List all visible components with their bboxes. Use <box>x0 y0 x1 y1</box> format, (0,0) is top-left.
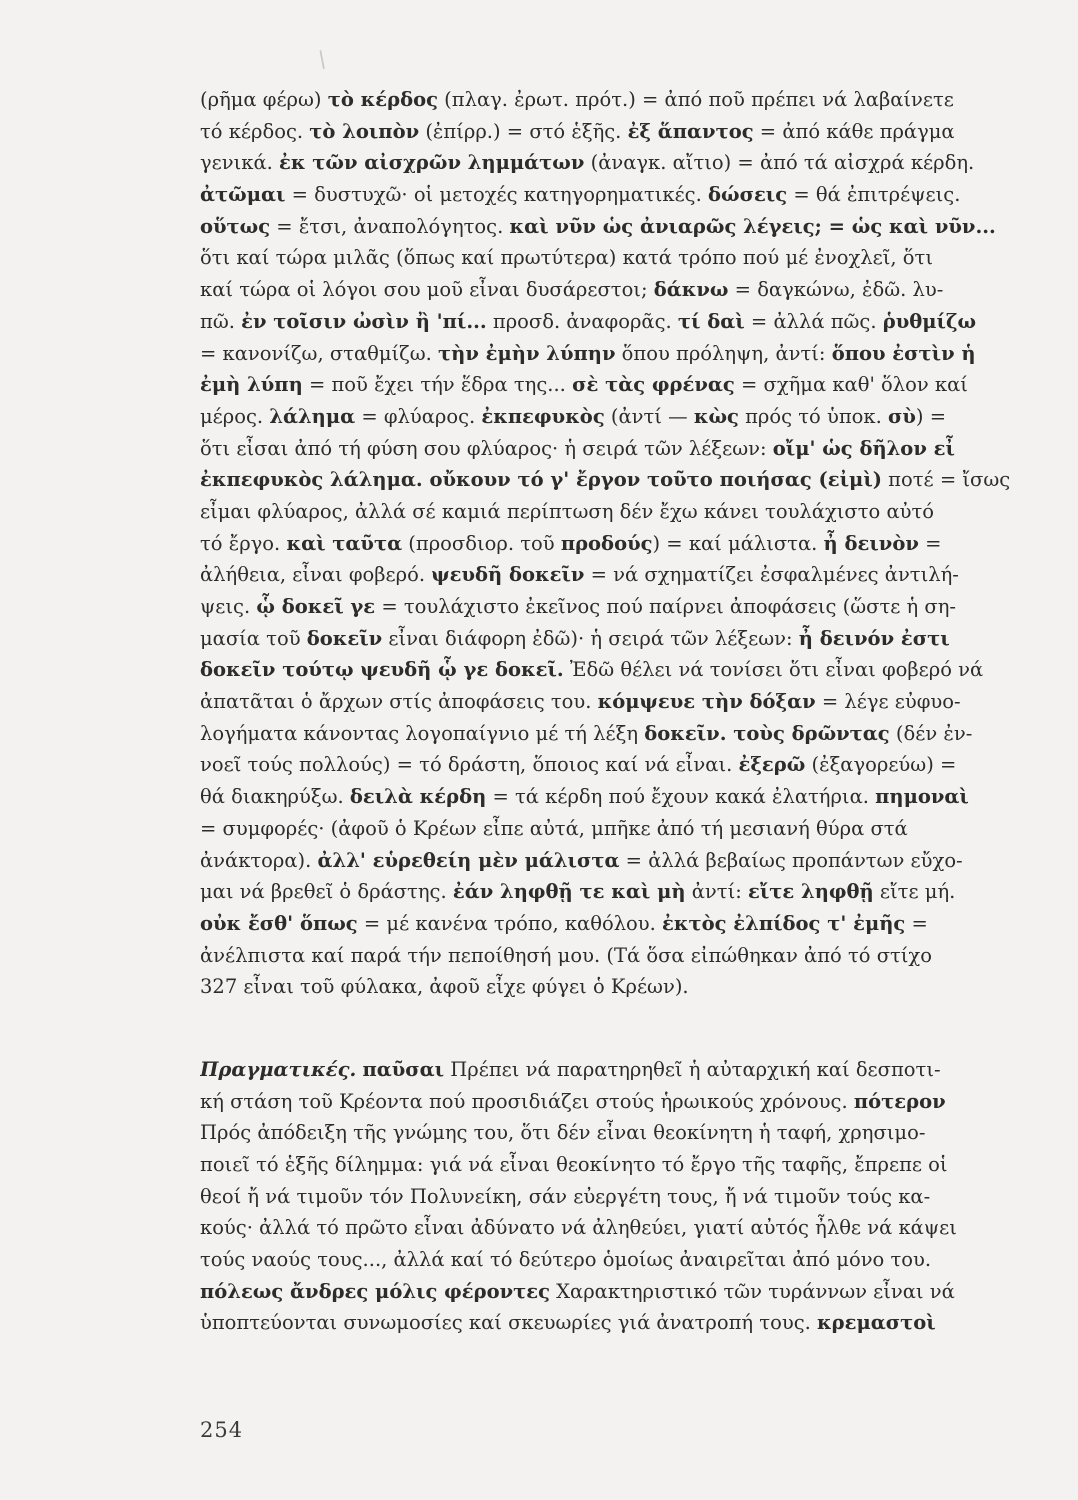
gloss-text: μασία τοῦ <box>200 626 307 650</box>
lemma: σὲ τὰς φρένας <box>572 373 735 397</box>
lemma: κὼς <box>693 404 739 428</box>
text-line <box>200 876 1066 908</box>
text-line <box>200 971 1066 1003</box>
gloss-text: εἶναι διάφορη ἐδῶ)· ἡ σειρά τῶν λέξεων: <box>382 626 799 650</box>
gloss-text: ἀλήθεια, εἶναι φοβερό. <box>200 563 432 587</box>
gloss-text: μαι νά βρεθεῖ ὁ δράστης. <box>200 880 453 904</box>
lemma: καὶ νῦν ὡς ἀνιαρῶς λέγεις; = ὡς καὶ νῦν... <box>509 214 996 238</box>
gloss-text: = ἀπό κάθε πράγμα <box>753 119 955 143</box>
lemma: δειλὰ κέρδη <box>349 785 487 809</box>
lemma: σὺ <box>887 404 916 428</box>
gloss-text: = σχῆμα καθ' ὅλον καί <box>734 373 968 397</box>
gloss-text: εἶμαι φλύαρος, ἀλλά σέ καμιά περίπτωση δέν ἔχω κάνει τουλάχιστο αὐτό <box>200 499 935 523</box>
lemma: ἐμὴ λύπη <box>200 373 303 397</box>
lemma: ἐκπεφυκὸς λάλημα. οὔκουν τό γ' ἔργον τοῦτο ποιήσας (εἰμὶ) <box>200 468 882 492</box>
gloss-text: (ἐξαγορεύω) = <box>805 753 957 777</box>
gloss-text: = ἀλλά πῶς. <box>744 309 883 333</box>
lemma: ἐν τοῖσιν ὠσὶν ἢ 'πί... <box>241 309 487 333</box>
section-gap <box>200 1003 1066 1054</box>
gloss-text: ἀνάκτορα). <box>200 848 318 872</box>
gloss-text: πρός τό ὑποκ. <box>738 404 888 428</box>
lemma: δάκνω <box>653 278 729 302</box>
text-line <box>200 464 1066 496</box>
text-line <box>200 623 1066 655</box>
lemma: εἴτε ληφθῇ <box>748 880 874 904</box>
gloss-text: ) = καί μάλιστα. <box>652 531 824 555</box>
text-line <box>200 274 1066 306</box>
gloss-text: λογήματα κάνοντας λογοπαίγνιο μέ τή λέξη <box>200 721 645 745</box>
text-line <box>200 654 1066 686</box>
lemma: κρεμαστοὶ <box>817 1311 936 1335</box>
gloss-text: = <box>905 911 928 935</box>
gloss-text: = ποῦ ἔχει τήν ἕδρα της... <box>302 373 573 397</box>
gloss-text: θά διακηρύξω. <box>200 785 350 809</box>
text-line <box>200 84 1066 116</box>
lemma: οὕτως <box>200 214 271 238</box>
gloss-text: = δυστυχῶ· οἱ μετοχές κατηγορηματικές. <box>285 183 708 207</box>
gloss-text: ἀπατᾶται ὁ ἄρχων στίς ἀποφάσεις του. <box>200 690 598 714</box>
gloss-text: = κανονίζω, σταθμίζω. <box>200 341 439 365</box>
gloss-text: = <box>918 531 942 555</box>
text-line <box>200 401 1066 433</box>
text-line <box>200 369 1066 401</box>
text-line <box>200 1117 1066 1149</box>
text-line <box>200 116 1066 148</box>
text-line <box>200 179 1066 211</box>
gloss-text: Ἐδῶ θέλει νά τονίσει ὅτι εἶναι φοβερό νά <box>563 658 984 682</box>
lemma: ᾧ δοκεῖ γε <box>256 595 376 618</box>
text-line <box>200 1086 1066 1118</box>
text-line <box>200 559 1066 591</box>
gloss-text: Πρέπει νά παρατηρηθεῖ ἡ αὐταρχική καί δεσποτι- <box>444 1057 941 1081</box>
text-line <box>200 1181 1066 1213</box>
gloss-text: (ἐπίρρ.) = στό ἑξῆς. <box>419 119 628 143</box>
gloss-text: = συμφορές· (ἀφοῦ ὁ Κρέων εἶπε αὐτά, μπῆκε ἀπό τή μεσιανή θύρα στά <box>200 816 908 840</box>
gloss-text: ὑποπτεύονται συνωμοσίες καί σκευωρίες γιά ἀνατροπή τους. <box>200 1311 818 1335</box>
lemma: ἐκ τῶν αἰσχρῶν λημμάτων <box>279 151 585 175</box>
lemma: ἀλλ' εὑρεθείη μὲν μάλιστα <box>317 848 620 872</box>
lemma: παῦσαι <box>362 1057 445 1081</box>
text-line <box>200 528 1066 560</box>
lemma: τὸ λοιπὸν <box>309 119 420 143</box>
gloss-text: = ἔτσι, ἀναπολόγητος. <box>270 214 510 238</box>
text-line <box>200 1149 1066 1181</box>
text-line <box>200 781 1066 813</box>
gloss-text: τό κέρδος. <box>200 119 310 143</box>
gloss-text: ) = <box>915 404 947 428</box>
gloss-text: ψεις. <box>200 595 257 618</box>
lemma: πόλεως ἄνδρες μόλις φέροντες <box>200 1279 550 1303</box>
lemma: τὴν ἐμὴν λύπην <box>438 341 616 365</box>
text-line <box>200 1307 1066 1339</box>
page-number: 254 <box>200 1418 244 1442</box>
lemma: πημοναὶ <box>875 785 969 809</box>
gloss-text: τούς ναούς τους..., ἀλλά καί τό δεύτερο ὁμοίως ἀναιρεῖται ἀπό μόνο του. <box>200 1248 932 1272</box>
text-line <box>200 813 1066 845</box>
gloss-text: καί τώρα οἱ λόγοι σου μοῦ εἶναι δυσάρεστοι; <box>200 278 654 302</box>
text-line <box>200 1244 1066 1276</box>
text-line <box>200 718 1066 750</box>
lemma: ἦ δεινὸν <box>823 531 919 555</box>
gloss-text: (δέν ἐν- <box>889 721 973 745</box>
lemma: ῥυθμίζω <box>882 309 977 333</box>
lemma: Πραγματικές. <box>200 1057 357 1081</box>
text-line <box>200 242 1066 274</box>
lemma: προδούς <box>560 531 653 555</box>
lemma: ἀτῶμαι <box>200 183 286 207</box>
gloss-text: = λέγε εὐφυο- <box>815 690 961 714</box>
lemma: ἦ δεινόν ἐστι <box>798 626 950 650</box>
gloss-text: 327 εἶναι τοῦ φύλακα, ἀφοῦ εἶχε φύγει ὁ Κρέων). <box>200 975 689 999</box>
gloss-text: ὅτι εἶσαι ἀπό τή φύση σου φλύαρος· ἡ σειρά τῶν λέξεων: <box>200 436 773 460</box>
gloss-text: θεοί ἤ νά τιμοῦν τόν Πολυνείκη, σάν εὐεργέτη τους, ἤ νά τιμοῦν τούς κα- <box>200 1184 931 1208</box>
lemma: δοκεῖν <box>306 626 383 650</box>
gloss-text: ἀντί: <box>685 880 748 904</box>
lemma: τί δαὶ <box>677 309 745 333</box>
lemma: δοκεῖν. τοὺς δρῶντας <box>644 721 890 745</box>
lemma: ἐκτὸς ἐλπίδος τ' ἐμῆς <box>662 911 906 935</box>
lemma: ἐάν ληφθῇ τε καὶ μὴ <box>452 880 686 904</box>
gloss-text: (πλαγ. ἐρωτ. πρότ.) = ἀπό ποῦ πρέπει νά λαβαίνετε <box>437 88 954 111</box>
gloss-text: πῶ. <box>200 309 242 333</box>
lemma: τὸ κέρδος <box>327 88 438 111</box>
lemma: ἐξερῶ <box>738 753 806 777</box>
gloss-text: μέρος. <box>200 404 270 428</box>
gloss-text: Χαρακτηριστικό τῶν τυράννων εἶναι νά <box>549 1279 955 1303</box>
lemma: δοκεῖν τούτῳ ψευδῆ ᾧ γε δοκεῖ. <box>200 658 564 682</box>
gloss-text: = τουλάχιστο ἐκεῖνος πού παίρνει ἀποφάσεις (ὥστε ἡ ση- <box>375 595 957 618</box>
gloss-text: ποιεῖ τό ἑξῆς δίλημμα: γιά νά εἶναι θεοκίνητο τό ἔργο τῆς ταφῆς, ἔπρεπε οἱ <box>200 1153 948 1176</box>
text-line <box>200 338 1066 370</box>
gloss-text: = φλύαρος. <box>355 404 482 428</box>
text-line <box>200 845 1066 877</box>
lemma: πότερον <box>853 1089 946 1113</box>
page-text <box>200 84 1066 1339</box>
gloss-text: ποτέ = ἴσως <box>881 468 1011 492</box>
lemma: ἐξ ἅπαντος <box>627 119 754 143</box>
gloss-text: (προσδιορ. τοῦ <box>402 531 561 555</box>
gloss-text: (ἀναγκ. αἴτιο) = ἀπό τά αἰσχρά κέρδη. <box>584 151 975 175</box>
gloss-text: = νά σχηματίζει ἐσφαλμένες ἀντιλή- <box>584 563 959 587</box>
text-line <box>200 1276 1066 1308</box>
text-line <box>200 591 1066 623</box>
gloss-text: = τά κέρδη πού ἔχουν κακά ἐλατήρια. <box>486 785 876 809</box>
gloss-text: γενικά. <box>200 151 280 175</box>
text-line <box>200 211 1066 243</box>
text-line <box>200 1054 1066 1086</box>
commentary-block <box>200 84 1066 1003</box>
gloss-text: = θά ἐπιτρέψεις. <box>787 183 961 207</box>
gloss-text: προσδ. ἀναφορᾶς. <box>486 309 678 333</box>
gloss-text: (ρῆμα φέρω) <box>200 88 328 111</box>
lemma: ἐκπεφυκὸς <box>481 404 605 428</box>
text-line <box>200 433 1066 465</box>
gloss-text: ἀνέλπιστα καί παρά τήν πεποίθησή μου. (Τά ὅσα εἰπώθηκαν ἀπό τό στίχο <box>200 943 932 967</box>
text-line <box>200 749 1066 781</box>
gloss-text: (ἀντί — <box>604 404 694 428</box>
lemma: ψευδῆ δοκεῖν <box>431 563 585 587</box>
lemma: δώσεις <box>708 183 788 207</box>
text-line <box>200 1212 1066 1244</box>
lemma: καὶ ταῦτα <box>286 531 403 555</box>
factual-notes-block <box>200 1054 1066 1339</box>
lemma: οὐκ ἔσθ' ὅπως <box>200 911 358 935</box>
gloss-text: κή στάση τοῦ Κρέοντα πού προσιδιάζει στούς ἡρωικούς χρόνους. <box>200 1089 854 1113</box>
text-line <box>200 147 1066 179</box>
pencil-mark: / <box>313 47 332 73</box>
lemma: οἴμ' ὡς δῆλον εἶ <box>772 436 955 460</box>
gloss-text: κούς· ἀλλά τό πρῶτο εἶναι ἀδύνατο νά ἀληθεύει, γιατί αὐτός ἦλθε νά κάψει <box>200 1216 957 1240</box>
text-line <box>200 940 1066 972</box>
gloss-text: = δαγκώνω, ἐδῶ. λυ- <box>728 278 944 302</box>
lemma: λάλημα <box>269 404 356 428</box>
text-line <box>200 686 1066 718</box>
gloss-text: νοεῖ τούς πολλούς) = τό δράστη, ὅποιος καί νά εἶναι. <box>200 753 739 777</box>
gloss-text: ὅπου πρόληψη, ἀντί: <box>615 341 832 365</box>
gloss-text: τό ἔργο. <box>200 531 287 555</box>
lemma: ὅπου ἐστὶν ἡ <box>831 341 976 365</box>
gloss-text: ὅτι καί τώρα μιλᾶς (ὅπως καί πρωτύτερα) κατά τρόπο πού μέ ἐνοχλεῖ, ὅτι <box>200 246 933 270</box>
text-line <box>200 496 1066 528</box>
text-line <box>200 908 1066 940</box>
gloss-text: Πρός ἀπόδειξη τῆς γνώμης του, ὅτι δέν εἶναι θεοκίνητη ἡ ταφή, χρησιμο- <box>200 1121 926 1145</box>
text-line <box>200 306 1066 338</box>
gloss-text: = ἀλλά βεβαίως προπάντων εὔχο- <box>619 848 963 872</box>
gloss-text: = μέ κανένα τρόπο, καθόλου. <box>357 911 663 935</box>
gloss-text: εἴτε μή. <box>873 880 956 904</box>
lemma: κόμψευε τὴν δόξαν <box>597 690 816 714</box>
